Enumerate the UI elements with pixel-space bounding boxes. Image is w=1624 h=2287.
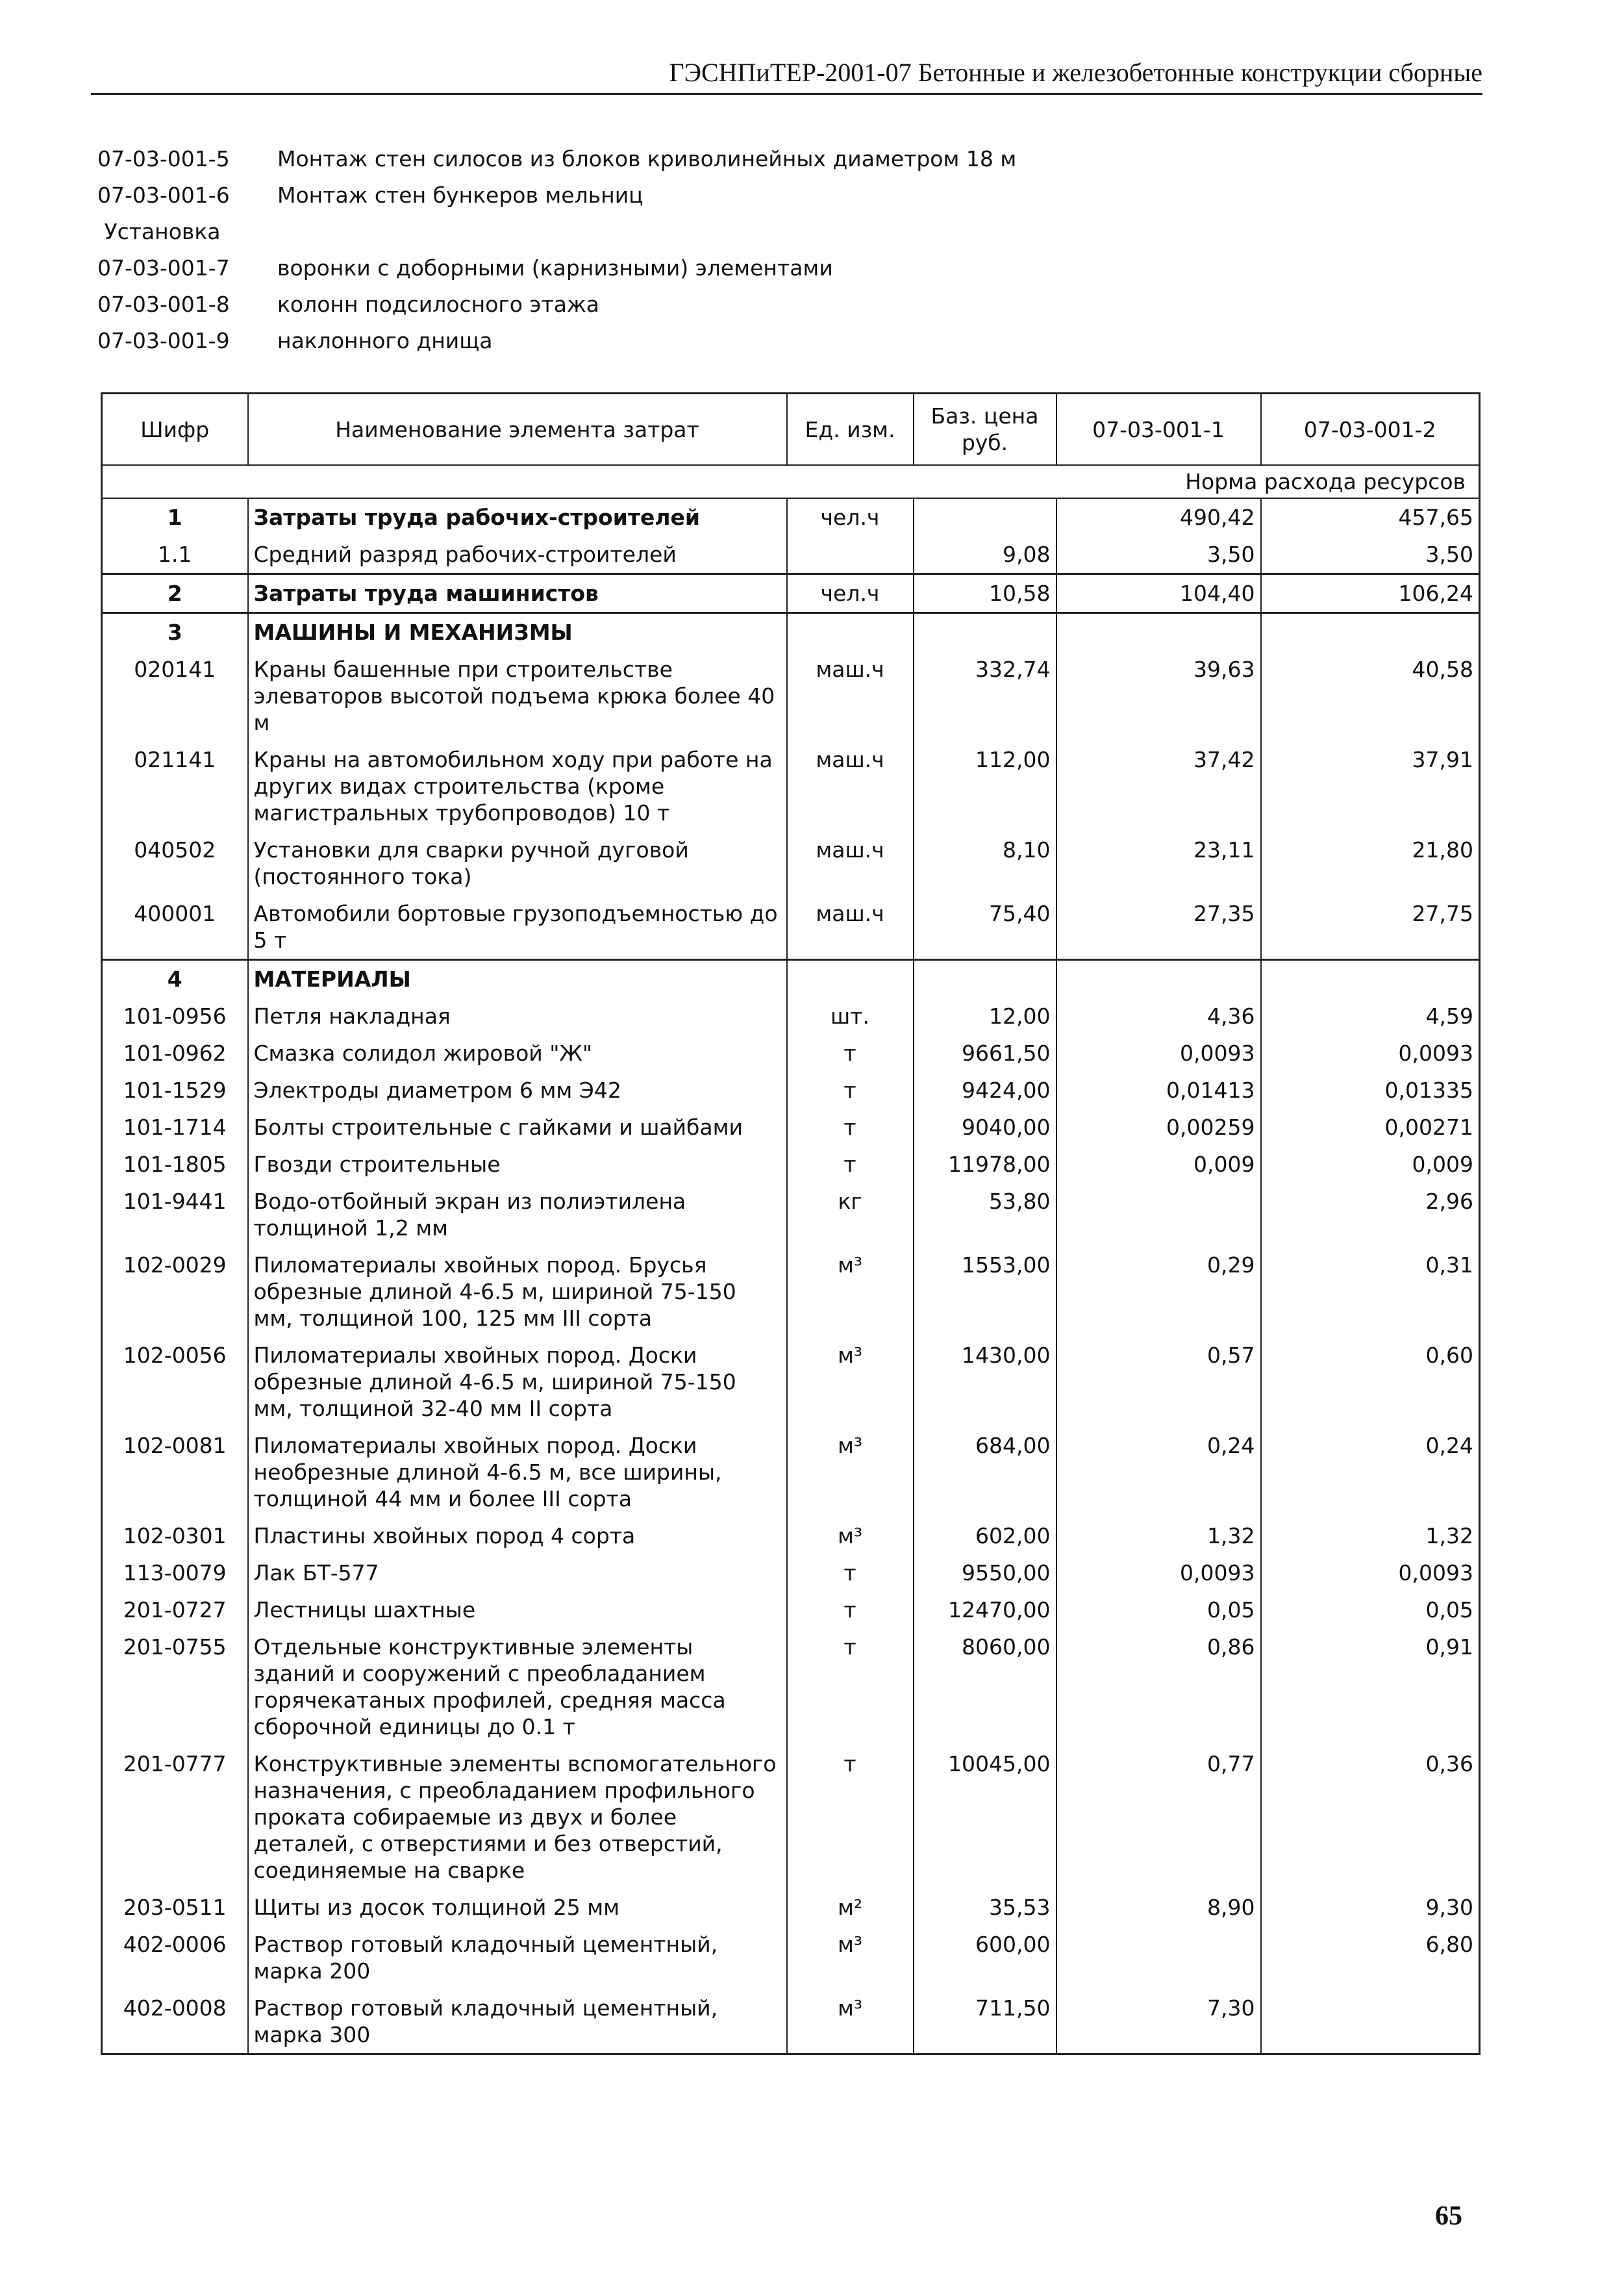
- row-unit: т: [787, 1072, 914, 1109]
- table-row: [102, 741, 1480, 831]
- row-name: Отдельные конструктивные элементы зданий и сооружений с преобладанием горячекатаных профилей, средняя масса сборочной единицы до 0.1 т: [248, 1628, 787, 1745]
- row-code: 201-0755: [102, 1628, 248, 1745]
- row-price: [914, 960, 1056, 998]
- row-code: 020141: [102, 651, 248, 741]
- row-value-1: 0,86: [1056, 1628, 1261, 1745]
- row-value-1: 0,00259: [1056, 1109, 1261, 1146]
- row-value-1: 104,40: [1056, 574, 1261, 613]
- row-value-2: 9,30: [1425, 1895, 1473, 1920]
- row-unit: м³: [787, 1926, 914, 1990]
- norm-row: [102, 465, 1480, 498]
- row-unit: м³: [787, 1337, 914, 1427]
- row-name: Электроды диаметром 6 мм Э42: [248, 1072, 787, 1109]
- row-name: Пиломатериалы хвойных пород. Доски необрезные длиной 4-6.5 м, все ширины, толщиной 44 мм и более III сорта: [248, 1427, 787, 1517]
- row-value-2: 0,60: [1425, 1343, 1473, 1368]
- table-row: [102, 1628, 1480, 1745]
- row-price: 9040,00: [914, 1109, 1056, 1146]
- intro-code: 07-03-001-8: [97, 292, 230, 317]
- row-value-2: 21,80: [1412, 837, 1473, 863]
- row-price: 9424,00: [914, 1072, 1056, 1109]
- row-code: 402-0008: [102, 1990, 248, 2054]
- row-value-2: 27,75: [1261, 895, 1480, 960]
- row-unit: м³: [787, 1517, 914, 1554]
- row-value-1: [1056, 613, 1261, 651]
- row-name: Гвозди строительные: [248, 1146, 787, 1183]
- row-price: [914, 498, 1056, 536]
- table-row: [102, 651, 1480, 741]
- row-name: Автомобили бортовые грузоподъемностью до 5 т: [248, 895, 787, 960]
- table-row: [102, 1554, 1480, 1591]
- row-price: 12470,00: [914, 1591, 1056, 1628]
- row-code: 101-1529: [102, 1072, 248, 1109]
- row-price: 35,53: [914, 1889, 1056, 1926]
- row-name: Пиломатериалы хвойных пород. Брусья обрезные длиной 4-6.5 м, шириной 75-150 мм, толщиной 100, 125 мм III сорта: [248, 1246, 787, 1337]
- row-unit: т: [787, 1109, 914, 1146]
- row-price: 600,00: [914, 1926, 1056, 1990]
- table-row: [102, 1109, 1480, 1146]
- table-row: [102, 574, 1480, 613]
- row-value-2: 3,50: [1261, 536, 1480, 574]
- row-value-1: 0,24: [1056, 1427, 1261, 1517]
- row-name: Конструктивные элементы вспомогательного назначения, с преобладанием профильного проката собираемые из двух и более деталей, с отверстиями и без отверстий, соединяемые на сварке: [248, 1745, 787, 1889]
- row-value-1: 1,32: [1056, 1517, 1261, 1554]
- row-unit: т: [787, 1591, 914, 1628]
- row-code: 402-0006: [102, 1926, 248, 1990]
- row-name: Лак БТ-577: [248, 1554, 787, 1591]
- row-name: Щиты из досок толщиной 25 мм: [248, 1889, 787, 1926]
- row-name: Смазка солидол жировой "Ж": [248, 1035, 787, 1072]
- row-name: Раствор готовый кладочный цементный, марка 200: [248, 1926, 787, 1990]
- table-row: [102, 1337, 1480, 1427]
- row-code: 400001: [102, 895, 248, 960]
- row-value-1: 7,30: [1056, 1990, 1261, 2054]
- row-price: 10045,00: [914, 1745, 1056, 1889]
- row-price: 1430,00: [914, 1337, 1056, 1427]
- row-value-1: 0,01413: [1056, 1072, 1261, 1109]
- row-code: 101-0956: [102, 998, 248, 1035]
- header-col2: 07-03-001-2: [1261, 394, 1480, 466]
- row-code: 113-0079: [102, 1554, 248, 1591]
- row-name: МАШИНЫ И МЕХАНИЗМЫ: [248, 613, 787, 651]
- row-code: 1: [102, 498, 248, 536]
- row-value-2: 0,01335: [1384, 1078, 1473, 1103]
- intro-text: Монтаж стен бункеров мельниц: [277, 183, 643, 208]
- row-name: Затраты труда рабочих-строителей: [248, 498, 787, 536]
- row-value-2: 0,31: [1425, 1252, 1473, 1278]
- row-unit: т: [787, 1628, 914, 1745]
- row-value-2: 0,24: [1425, 1433, 1473, 1458]
- header-code: Шифр: [102, 394, 248, 466]
- table-row: [102, 998, 1480, 1035]
- row-price: 332,74: [914, 651, 1056, 741]
- row-value-2: 37,91: [1412, 747, 1473, 772]
- table-row: [102, 1591, 1480, 1628]
- row-unit: кг: [787, 1183, 914, 1246]
- intro-code: 07-03-001-9: [97, 328, 230, 353]
- table-row: [102, 1517, 1480, 1554]
- row-unit: маш.ч: [787, 895, 914, 960]
- table-row: [102, 536, 1480, 574]
- header-price: Баз. цена руб.: [914, 394, 1056, 466]
- row-unit: м³: [787, 1246, 914, 1337]
- row-value-1: [1056, 1926, 1261, 1990]
- row-code: 101-1805: [102, 1146, 248, 1183]
- row-value-1: 3,50: [1056, 536, 1261, 574]
- row-value-2: 0,009: [1412, 1152, 1473, 1177]
- table-row: [102, 1246, 1480, 1337]
- row-value-1: 4,36: [1056, 998, 1261, 1035]
- row-code: 1.1: [102, 536, 248, 574]
- row-name: Раствор готовый кладочный цементный, марка 300: [248, 1990, 787, 2054]
- row-value-2: 0,91: [1425, 1634, 1473, 1660]
- row-unit: м²: [787, 1889, 914, 1926]
- row-value-1: 8,90: [1056, 1889, 1261, 1926]
- row-name: Краны на автомобильном ходу при работе на других видах строительства (кроме магистральных трубопроводов) 10 т: [248, 741, 787, 831]
- row-code: 4: [102, 960, 248, 998]
- intro-code: 07-03-001-5: [97, 146, 230, 171]
- row-value-1: 0,57: [1056, 1337, 1261, 1427]
- resource-table: [101, 392, 1480, 2055]
- row-value-1: 0,0093: [1056, 1554, 1261, 1591]
- norm-label: Норма расхода ресурсов: [102, 465, 1480, 498]
- row-value-1: [1056, 960, 1261, 998]
- row-value-1: 23,11: [1056, 831, 1261, 895]
- row-name: МАТЕРИАЛЫ: [248, 960, 787, 998]
- table-row: [102, 1745, 1480, 1889]
- row-value-2: 2,96: [1425, 1189, 1473, 1214]
- table-header-row: [102, 394, 1480, 466]
- row-code: 102-0056: [102, 1337, 248, 1427]
- row-code: 2: [102, 574, 248, 613]
- table-row: [102, 1146, 1480, 1183]
- row-code: 3: [102, 613, 248, 651]
- row-code: 201-0727: [102, 1591, 248, 1628]
- row-value-2: [1261, 960, 1480, 998]
- row-name: Средний разряд рабочих-строителей: [248, 536, 787, 574]
- row-value-2: 106,24: [1261, 574, 1480, 613]
- row-name: Установки для сварки ручной дуговой (постоянного тока): [248, 831, 787, 895]
- row-price: [914, 613, 1056, 651]
- row-code: 021141: [102, 741, 248, 831]
- table-row: [102, 498, 1480, 536]
- row-price: 1553,00: [914, 1246, 1056, 1337]
- row-name: Болты строительные с гайками и шайбами: [248, 1109, 787, 1146]
- row-unit: т: [787, 1146, 914, 1183]
- row-value-1: 27,35: [1056, 895, 1261, 960]
- row-unit: т: [787, 1745, 914, 1889]
- row-price: 602,00: [914, 1517, 1056, 1554]
- row-code: 102-0029: [102, 1246, 248, 1337]
- page-header: ГЭСНПиТЕР-2001-07 Бетонные и железобетонные конструкции сборные: [91, 57, 1482, 95]
- row-code: 102-0301: [102, 1517, 248, 1554]
- intro-code: 07-03-001-6: [97, 183, 230, 208]
- row-value-2: 0,36: [1425, 1751, 1473, 1776]
- row-unit: маш.ч: [787, 651, 914, 741]
- row-price: 9,08: [914, 536, 1056, 574]
- row-name: Лестницы шахтные: [248, 1591, 787, 1628]
- header-col1: 07-03-001-1: [1056, 394, 1261, 466]
- row-price: 8060,00: [914, 1628, 1056, 1745]
- row-price: 75,40: [914, 895, 1056, 960]
- table-row: [102, 1183, 1480, 1246]
- row-name: Водо-отбойный экран из полиэтилена толщиной 1,2 мм: [248, 1183, 787, 1246]
- intro-text: наклонного днища: [277, 328, 493, 353]
- row-value-2: 0,00271: [1384, 1115, 1473, 1140]
- row-unit: м³: [787, 1427, 914, 1517]
- table-row: [102, 831, 1480, 895]
- row-value-1: 39,63: [1056, 651, 1261, 741]
- row-value-1: 37,42: [1056, 741, 1261, 831]
- header-unit: Ед. изм.: [787, 394, 914, 466]
- row-value-2: 0,0093: [1398, 1041, 1473, 1066]
- row-value-1: 0,05: [1056, 1591, 1261, 1628]
- row-value-2: 40,58: [1412, 657, 1473, 682]
- row-value-1: 0,009: [1056, 1146, 1261, 1183]
- table-row: [102, 1889, 1480, 1926]
- row-unit: чел.ч: [787, 498, 914, 536]
- table-row: [102, 1427, 1480, 1517]
- row-value-2: 6,80: [1425, 1932, 1473, 1957]
- row-code: 201-0777: [102, 1745, 248, 1889]
- row-name: Краны башенные при строительстве элеваторов высотой подъема крюка более 40 м: [248, 651, 787, 741]
- row-code: 040502: [102, 831, 248, 895]
- row-price: 9550,00: [914, 1554, 1056, 1591]
- row-value-1: [1056, 1183, 1261, 1246]
- table-row: [102, 1990, 1480, 2054]
- table-row: [102, 895, 1480, 960]
- intro-text: колонн подсилосного этажа: [277, 292, 599, 317]
- row-value-2: 4,59: [1425, 1004, 1473, 1029]
- row-value-1: 0,0093: [1056, 1035, 1261, 1072]
- row-name: Пластины хвойных пород 4 сорта: [248, 1517, 787, 1554]
- row-unit: чел.ч: [787, 574, 914, 613]
- row-code: 101-9441: [102, 1183, 248, 1246]
- row-value-1: 490,42: [1056, 498, 1261, 536]
- row-unit: шт.: [787, 998, 914, 1035]
- page-number: 65: [1435, 2201, 1462, 2231]
- row-value-2: 0,05: [1425, 1597, 1473, 1623]
- row-price: 11978,00: [914, 1146, 1056, 1183]
- row-unit: т: [787, 1554, 914, 1591]
- row-price: 10,58: [914, 574, 1056, 613]
- row-price: 9661,50: [914, 1035, 1056, 1072]
- row-unit: м³: [787, 1990, 914, 2054]
- row-unit: маш.ч: [787, 741, 914, 831]
- row-unit: маш.ч: [787, 831, 914, 895]
- table-row: [102, 1072, 1480, 1109]
- row-unit: [787, 960, 914, 998]
- table-row: [102, 1035, 1480, 1072]
- intro-code: 07-03-001-7: [97, 255, 230, 281]
- row-name: Пиломатериалы хвойных пород. Доски обрезные длиной 4-6.5 м, шириной 75-150 мм, толщиной 32-40 мм II сорта: [248, 1337, 787, 1427]
- intro-subheading: Установка: [104, 219, 221, 244]
- row-price: 711,50: [914, 1990, 1056, 2054]
- row-code: 101-0962: [102, 1035, 248, 1072]
- row-price: 53,80: [914, 1183, 1056, 1246]
- row-code: 101-1714: [102, 1109, 248, 1146]
- row-name: Петля накладная: [248, 998, 787, 1035]
- row-unit: [787, 613, 914, 651]
- row-unit: т: [787, 1035, 914, 1072]
- row-code: 102-0081: [102, 1427, 248, 1517]
- row-value-1: 0,77: [1056, 1745, 1261, 1889]
- table-row: [102, 613, 1480, 651]
- row-value-2: 1,32: [1425, 1523, 1473, 1548]
- row-unit: [787, 536, 914, 574]
- intro-text: Монтаж стен силосов из блоков криволинейных диаметром 18 м: [277, 146, 1017, 171]
- row-value-2: 0,0093: [1398, 1560, 1473, 1586]
- row-price: 12,00: [914, 998, 1056, 1035]
- row-name: Затраты труда машинистов: [248, 574, 787, 613]
- table-row: [102, 960, 1480, 998]
- row-value-2: [1261, 613, 1480, 651]
- header-name: Наименование элемента затрат: [248, 394, 787, 466]
- intro-text: воронки с доборными (карнизными) элементами: [277, 255, 833, 281]
- row-price: 684,00: [914, 1427, 1056, 1517]
- row-price: 8,10: [914, 831, 1056, 895]
- row-code: 203-0511: [102, 1889, 248, 1926]
- row-price: 112,00: [914, 741, 1056, 831]
- row-value-2: [1261, 1990, 1480, 2054]
- table-row: [102, 1926, 1480, 1990]
- row-value-1: 0,29: [1056, 1246, 1261, 1337]
- row-value-2: 457,65: [1398, 505, 1473, 530]
